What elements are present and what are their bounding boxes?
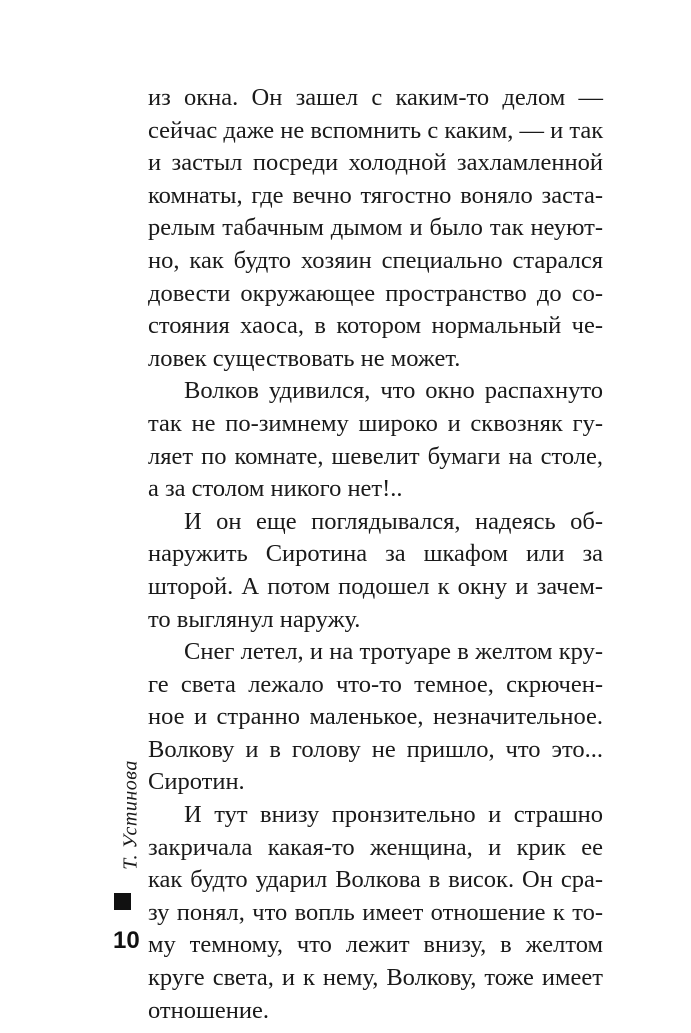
text-line: шторой. А потом подошел к окну и зачем- bbox=[148, 572, 603, 600]
text-line: Сиротин. bbox=[148, 768, 245, 796]
body-text bbox=[148, 82, 603, 1027]
text-line: комнаты, где вечно тягостно воняло заста- bbox=[148, 181, 603, 209]
text-line: и застыл посреди холодной захламленной bbox=[148, 149, 603, 177]
text-line: Волков удивился, что окно распахнуто bbox=[184, 377, 603, 405]
text-line: му темному, что лежит внизу, в желтом bbox=[148, 931, 603, 959]
text-line: а за столом никого нет!.. bbox=[148, 475, 403, 503]
text-line: ге света лежало что-то темное, скрючен- bbox=[148, 670, 603, 698]
running-head-author: Т. Устинова bbox=[119, 760, 142, 870]
text-line: ляет по комнате, шевелит бумаги на столе, bbox=[148, 442, 603, 470]
text-line: зу понял, что вопль имеет отношение к то- bbox=[148, 898, 603, 926]
text-line: И он еще поглядывался, надеясь об- bbox=[184, 507, 603, 535]
text-line: наружить Сиротина за шкафом или за bbox=[148, 540, 603, 568]
text-line: ное и странно маленькое, незначительное. bbox=[148, 703, 603, 731]
text-line: из окна. Он зашел с каким-то делом — bbox=[148, 84, 603, 111]
page-number: 10 bbox=[113, 927, 140, 954]
text-line: релым табачным дымом и было так неуют- bbox=[148, 214, 603, 242]
text-line: как будто ударил Волкова в висок. Он сра- bbox=[148, 866, 603, 894]
text-line: так не по-зимнему широко и сквозняк гу- bbox=[148, 409, 603, 437]
text-line: отношение. bbox=[148, 996, 269, 1024]
square-marker-icon bbox=[114, 893, 131, 910]
text-line: Снег летел, и на тротуаре в желтом кру- bbox=[184, 638, 603, 666]
text-line: сейчас даже не вспомнить с каким, — и так bbox=[148, 116, 604, 144]
text-line: Волкову и в голову не пришло, что это... bbox=[148, 735, 603, 763]
text-line: ловек существовать не может. bbox=[148, 344, 461, 372]
text-line: закричала какая-то женщина, и крик ее bbox=[148, 833, 603, 861]
text-line: то выглянул наружу. bbox=[148, 605, 361, 633]
text-line: И тут внизу пронзительно и страшно bbox=[184, 801, 603, 829]
text-line: но, как будто хозяин специально старался bbox=[148, 246, 603, 274]
text-line: стояния хаоса, в котором нормальный че- bbox=[148, 312, 603, 340]
text-line: довести окружающее пространство до со- bbox=[148, 279, 603, 307]
text-line: круге света, и к нему, Волкову, тоже имеет bbox=[148, 964, 603, 992]
